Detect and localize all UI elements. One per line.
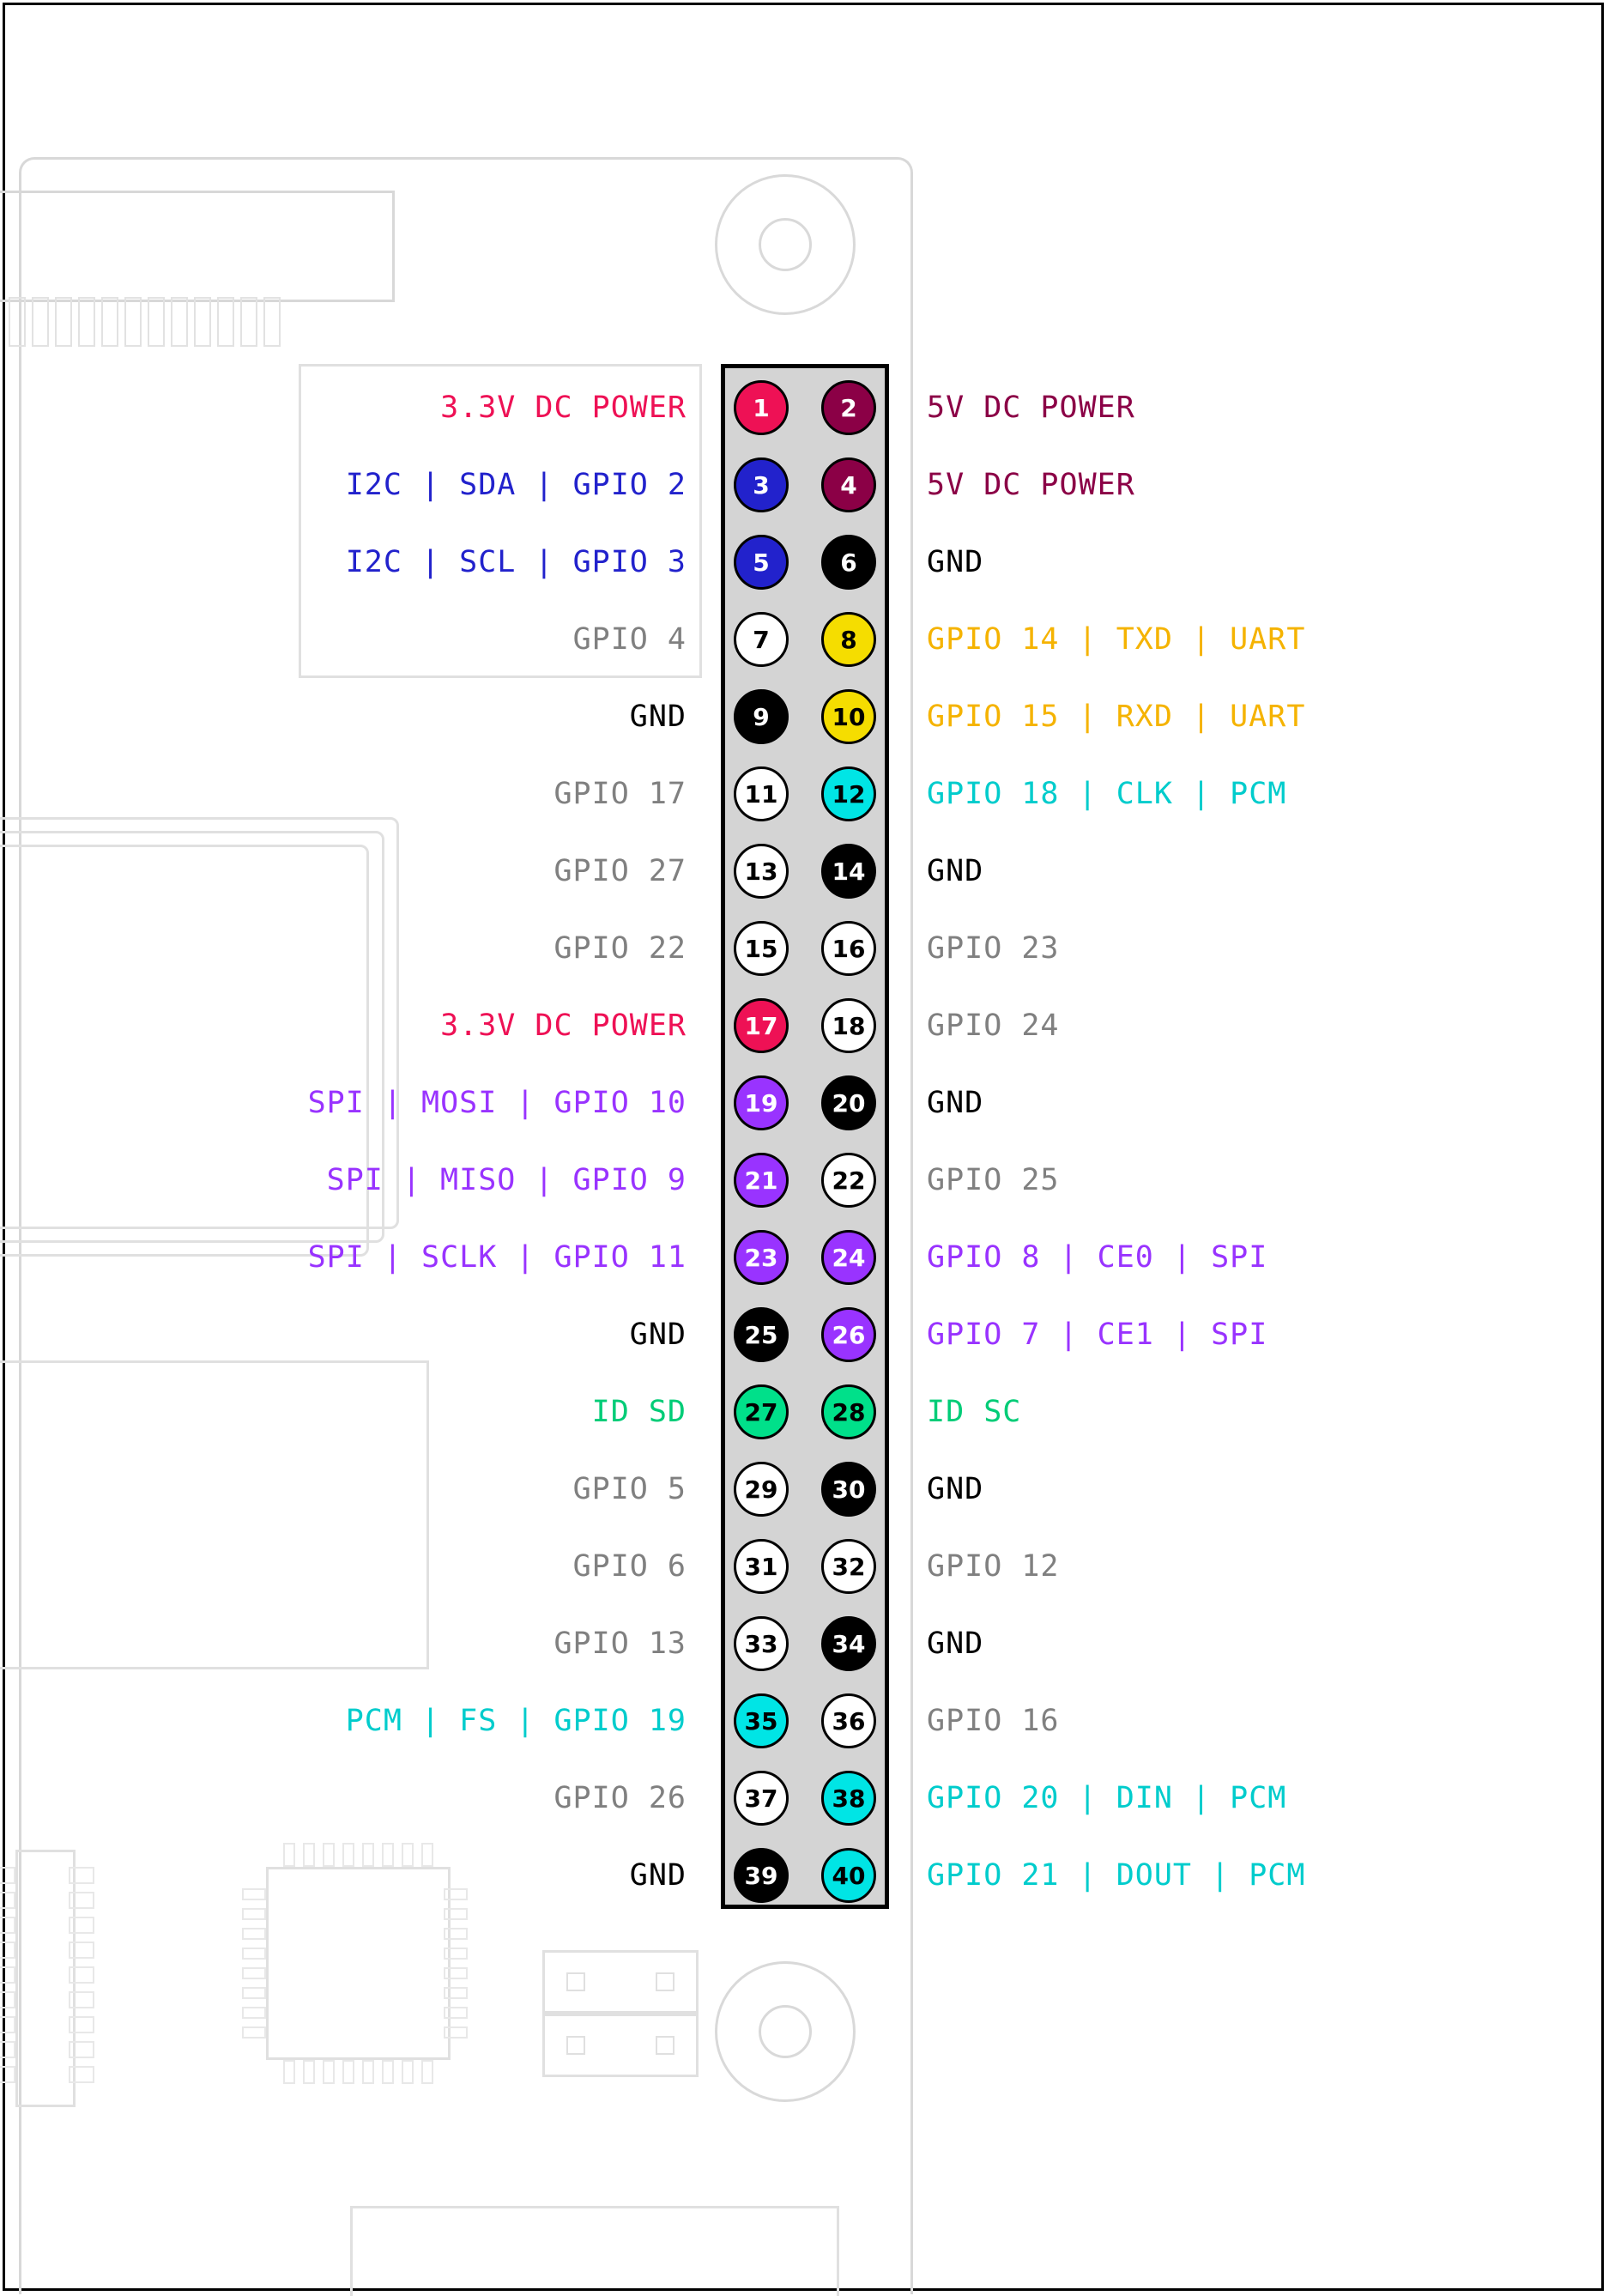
pin-label-left: GPIO 4 [572,622,687,657]
pin-label-right: 5V DC POWER [927,391,1135,425]
pin-row [0,678,1609,755]
pin-pair [734,844,876,899]
pin-row [0,524,1609,601]
pin-label-left: GND [629,700,687,734]
pin-row [0,1142,1609,1219]
pin-label-left: I2C | SDA | GPIO 2 [345,468,687,502]
pin-10[interactable]: 10 [821,689,876,744]
pin-34[interactable]: 34 [821,1616,876,1671]
pin-label-left: GND [629,1858,687,1893]
bottom-connector-outline [350,2206,839,2296]
pin-4[interactable]: 4 [821,457,876,512]
pin-28[interactable]: 28 [821,1384,876,1439]
pin-23[interactable]: 23 [734,1230,789,1285]
pin-8[interactable]: 8 [821,612,876,667]
pin-pair [734,1848,876,1903]
chip-pin [323,2060,335,2084]
pin-label-left: SPI | MOSI | GPIO 10 [307,1086,687,1120]
pin-30[interactable]: 30 [821,1462,876,1517]
pin-label-right: GPIO 8 | CE0 | SPI [927,1240,1268,1275]
pin-row [0,446,1609,524]
pin-40[interactable]: 40 [821,1848,876,1903]
pin-33[interactable]: 33 [734,1616,789,1671]
pin-pair [734,766,876,821]
connector-pin [55,297,72,347]
pin-29[interactable]: 29 [734,1462,789,1517]
pin-label-right: GND [927,1472,984,1506]
chip-pin [444,1967,468,1979]
chip-pin [69,1917,94,1934]
chip-pin [69,2041,94,2058]
connector-contact [656,2036,674,2055]
pin-pair [734,535,876,590]
pin-15[interactable]: 15 [734,921,789,976]
connector-body [0,191,395,302]
mounting-hole-bottom-inner [759,2005,812,2058]
chip-pin [69,1966,94,1984]
chip-pin [0,1942,15,1959]
pin-31[interactable]: 31 [734,1539,789,1594]
pin-row [0,755,1609,833]
pin-row [0,987,1609,1064]
connector-pin [148,297,165,347]
pin-36[interactable]: 36 [821,1693,876,1748]
chip-pin [242,1967,266,1979]
pin-pair [734,1075,876,1130]
pin-label-right: GPIO 21 | DOUT | PCM [927,1858,1306,1893]
pin-pair [734,921,876,976]
pin-row [0,601,1609,678]
pin-3[interactable]: 3 [734,457,789,512]
chip-pin [69,2066,94,2083]
pin-20[interactable]: 20 [821,1075,876,1130]
pin-row [0,833,1609,910]
pin-2[interactable]: 2 [821,380,876,435]
chip-pin [69,2016,94,2033]
chip-pin [242,1948,266,1960]
pin-label-right: GND [927,545,984,579]
pin-label-right: GPIO 15 | RXD | UART [927,700,1306,734]
pin-label-left: ID SD [591,1395,687,1429]
connector-pin [9,297,26,347]
pin-26[interactable]: 26 [821,1307,876,1362]
pin-37[interactable]: 37 [734,1771,789,1826]
chip-pin [0,2066,15,2083]
connector-pin [124,297,142,347]
connector-pin [263,297,281,347]
pin-row [0,910,1609,987]
pin-label-left: GPIO 5 [572,1472,687,1506]
pin-label-left: SPI | SCLK | GPIO 11 [307,1240,687,1275]
pin-pair [734,457,876,512]
chip-pin [444,2007,468,2019]
connector-pin [171,297,188,347]
pin-19[interactable]: 19 [734,1075,789,1130]
pin-label-left: 3.3V DC POWER [440,1009,687,1043]
chip-pin [444,1928,468,1940]
pin-row [0,1837,1609,1914]
chip-pin [0,1966,15,1984]
pin-label-left: GPIO 27 [553,854,687,888]
pin-label-left: SPI | MISO | GPIO 9 [326,1163,687,1197]
pin-24[interactable]: 24 [821,1230,876,1285]
pin-label-right: GPIO 16 [927,1704,1060,1738]
display-connector-block [542,1950,699,2077]
pin-row [0,1760,1609,1837]
pin-label-left: I2C | SCL | GPIO 3 [345,545,687,579]
chip-pin [0,1917,15,1934]
mounting-hole-top-inner [759,218,812,271]
chip-pin [402,2060,414,2084]
chip-pin [69,1942,94,1959]
connector-pins [9,297,318,347]
pin-pair [734,1539,876,1594]
chip-pin [242,1928,266,1940]
pin-label-right: GPIO 12 [927,1549,1060,1584]
pin-25[interactable]: 25 [734,1307,789,1362]
pin-pair [734,1616,876,1671]
pin-label-right: GPIO 24 [927,1009,1060,1043]
pin-7[interactable]: 7 [734,612,789,667]
pin-pair [734,1153,876,1208]
chip-pin [242,1987,266,1999]
pin-pair [734,689,876,744]
pin-9[interactable]: 9 [734,689,789,744]
pin-22[interactable]: 22 [821,1153,876,1208]
pin-6[interactable]: 6 [821,535,876,590]
pin-pair [734,1384,876,1439]
pin-18[interactable]: 18 [821,998,876,1053]
ethernet-usb-connector-outline [0,191,395,349]
pin-row [0,1296,1609,1373]
pin-row [0,1682,1609,1760]
connector-pin [240,297,257,347]
pin-1[interactable]: 1 [734,380,789,435]
pin-label-left: GPIO 13 [553,1627,687,1661]
pin-label-left: GPIO 17 [553,777,687,811]
pin-11[interactable]: 11 [734,766,789,821]
pin-13[interactable]: 13 [734,844,789,899]
pin-row [0,1064,1609,1142]
pin-row [0,1528,1609,1605]
pin-label-right: GPIO 7 | CE1 | SPI [927,1318,1268,1352]
chip-pin [421,2060,433,2084]
chip-soc-pins-bottom [283,2060,433,2084]
pin-label-left: PCM | FS | GPIO 19 [345,1704,687,1738]
chip-pin [242,2007,266,2019]
chip-pin [0,2041,15,2058]
pin-label-right: ID SC [927,1395,1022,1429]
pin-label-right: GPIO 20 | DIN | PCM [927,1781,1287,1815]
pin-5[interactable]: 5 [734,535,789,590]
pin-pair [734,1462,876,1517]
pin-38[interactable]: 38 [821,1771,876,1826]
pin-27[interactable]: 27 [734,1384,789,1439]
pin-pair [734,998,876,1053]
connector-pin [101,297,118,347]
pin-label-right: GPIO 25 [927,1163,1060,1197]
pin-pair [734,380,876,435]
connector-contact [566,2036,585,2055]
pin-label-left: GPIO 6 [572,1549,687,1584]
pin-pair [734,1771,876,1826]
pin-row [0,369,1609,446]
pin-label-right: GND [927,854,984,888]
pin-14[interactable]: 14 [821,844,876,899]
chip-pin [69,1991,94,2008]
chip-pin [242,2026,266,2039]
chip-pin [303,2060,315,2084]
pin-16[interactable]: 16 [821,921,876,976]
connector-pin [194,297,211,347]
pin-label-left: GND [629,1318,687,1352]
pin-pair [734,1693,876,1748]
chip-pin [362,2060,374,2084]
pin-label-left: GPIO 26 [553,1781,687,1815]
chip-pin [444,2026,468,2039]
pin-row [0,1219,1609,1296]
chip-pin [382,2060,394,2084]
pin-label-right: 5V DC POWER [927,468,1135,502]
pin-pair [734,1230,876,1285]
pin-pair [734,1307,876,1362]
connector-pin [78,297,95,347]
chip-pin [0,1991,15,2008]
pin-label-right: GPIO 14 | TXD | UART [927,622,1306,657]
pin-39[interactable]: 39 [734,1848,789,1903]
pin-21[interactable]: 21 [734,1153,789,1208]
pin-row [0,1451,1609,1528]
chip-pin [0,2016,15,2033]
pin-row [0,1605,1609,1682]
pin-32[interactable]: 32 [821,1539,876,1594]
chip-pin [283,2060,295,2084]
pin-pair [734,612,876,667]
connector-contact [566,1972,585,1991]
pin-label-right: GPIO 18 | CLK | PCM [927,777,1287,811]
pin-17[interactable]: 17 [734,998,789,1053]
pin-35[interactable]: 35 [734,1693,789,1748]
connector-pin [32,297,49,347]
pin-label-left: GPIO 22 [553,931,687,966]
chip-pin [444,1948,468,1960]
chip-pin [342,2060,354,2084]
connector-pin [217,297,234,347]
pin-label-right: GPIO 23 [927,931,1060,966]
pin-row [0,1373,1609,1451]
connector-contact [656,1972,674,1991]
pin-label-right: GND [927,1627,984,1661]
chip-pin [444,1987,468,1999]
pin-label-right: GND [927,1086,984,1120]
pin-12[interactable]: 12 [821,766,876,821]
pin-label-left: 3.3V DC POWER [440,391,687,425]
